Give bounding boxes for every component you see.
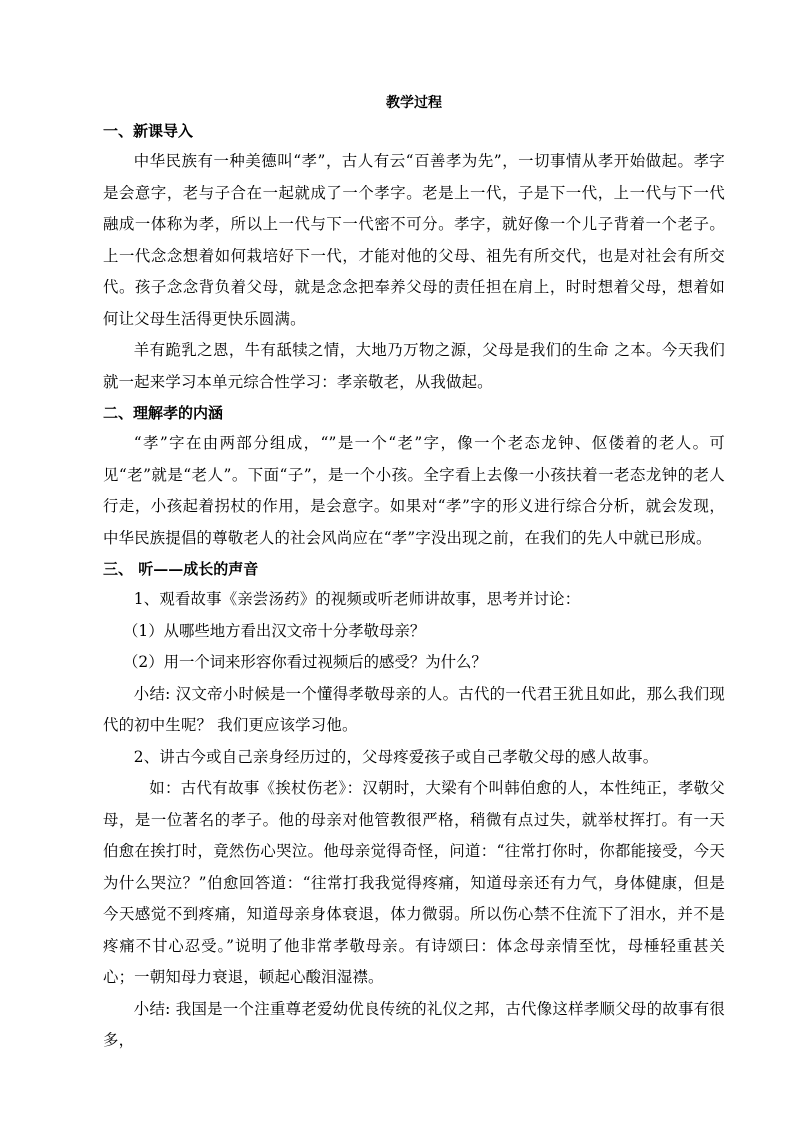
story-paragraph: 如：古代有故事《挨杖伤老》：汉朝时，大梁有个叫韩伯愈的人，本性纯正，孝敬父母，是一位著名的孝子。他的母亲对他管教很严格，稍微有点过失，就举杖挥打。有一天伯愈在挨打时，竟然伤心哭泣。他母亲觉得奇怪，问道：“往常打你时，你都能接受，今天为什么哭泣？”伯愈回答道：“往常打我我觉得疼痛，知道母亲还有力气，身体健康，但是今天感觉不到疼痛，知道母亲身体衰退，体力微弱。所以伤心禁不住流下了泪水，并不是疼痛不甘心忍受。”说明了他非常孝敬母亲。有诗颂曰：体念母亲情至忱，母棰轻重甚关心；一朝知母力衰退，顿起心酸泪湿襟。 [103,779,725,986]
question-2: （2）用一个词来形容你看过视频后的感受？为什么？ [123,653,487,671]
paragraph-intro: 中华民族有一种美德叫“孝”，古人有云“百善孝为先”，一切事情从孝开始做起。孝字是会意字，老与子合在一起就成了一个孝字。老是上一代，子是下一代，上一代与下一代融成一体称为孝，所以上一代与下一代密不可分。孝字，就好像一个儿子背着一个老子。上一代念念想着如何栽培好下一代，才能对他的父母、祖先有所交代，也是对社会有所交代。孩子念念背负着父母，就是念念把奉养父母的责任担在肩上，时时想着父母，想着如何让父母生活得更快乐圆满。 [103,152,725,328]
section-heading-1: 一、新课导入 [103,122,194,140]
paragraph-gratitude: 羊有跪乳之恩，牛有舐犊之情，大地乃万物之源，父母是我们的生命 之本。今天我们就一起来学习本单元综合性学习：孝亲敬老，从我做起。 [103,341,725,391]
summary-2: 小结: 我国是一个注重尊老爱幼优良传统的礼仪之邦，古代像这样孝顺父母的故事有很多， [103,999,725,1049]
paragraph-activity-2: 2、讲古今或自己亲身经历过的，父母疼爱孩子或自己孝敬父母的感人故事。 [133,747,659,766]
paragraph-meaning: “孝”字在由两部分组成，“”是一个“老”字，像一个老态龙钟、伛偻着的老人。可见“老”就是“老人”。下面“子”，是一个小孩。全字看上去像一小孩扶着一老态龙钟的老人行走，小孩起着拐杖的作用，是会意字。如果对“孝”字的形义进行综合分析，就会发现，中华民族提倡的尊敬老人的社会风尚应在“孝”字没出现之前，在我们的先人中就已形成。 [103,434,725,547]
section-heading-3: 三、 听——成长的声音 [103,560,259,578]
question-1: （1）从哪些地方看出汉文帝十分孝敬母亲？ [123,621,426,640]
section-heading-2: 二、理解孝的内涵 [103,404,224,422]
summary-1: 小结: 汉文帝小时候是一个懂得孝敬母亲的人。古代的一代君王犹且如此，那么我们现代的初中生呢？ 我们更应该学习他。 [103,684,725,734]
paragraph-activity-1: 1、观看故事《亲尝汤药》的视频或听老师讲故事，思考并讨论： [133,590,581,608]
page-title: 教学过程 [386,95,442,111]
document-page [103,92,725,1057]
